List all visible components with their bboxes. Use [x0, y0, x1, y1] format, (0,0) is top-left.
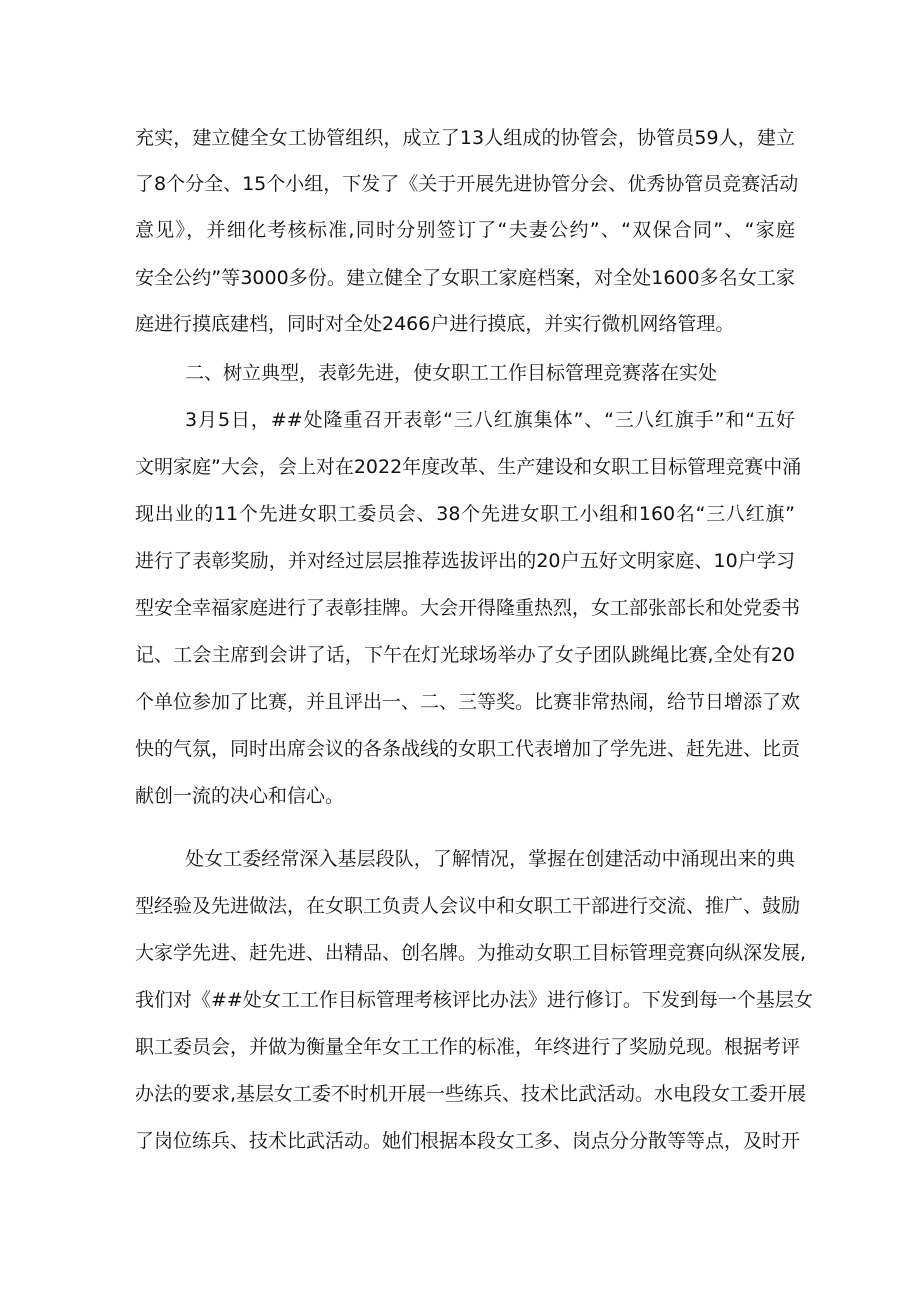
text-line: 安全公约”等3000多份。建立健全了女职工家庭档案，对全处1600多名女工家 — [135, 267, 795, 289]
text-line: 了8个分全、15个小组，下发了《关于开展先进协管分会、优秀协管员竞赛活动 — [135, 173, 799, 195]
text-line: 庭进行摸底建档，同时对全处2466户进行摸底，并实行微机网络管理。 — [135, 313, 735, 335]
section-heading: 二、树立典型，表彰先进，使女职工工作目标管理竞赛落在实处 — [185, 362, 718, 384]
text-line: 意见》，并细化考核标准,同时分别签订了“夫妻公约”、“双保合同”、“家庭 — [135, 219, 795, 241]
text-line: 充实，建立健全女工协管组织，成立了13人组成的协管会，协管员59人，建立 — [135, 127, 795, 149]
text-line: 献创一流的决心和信心。 — [135, 785, 345, 807]
text-line: 文明家庭”大会，会上对在2022年度改革、生产建设和女职工目标管理竞赛中涌 — [135, 456, 802, 478]
text-line: 型经验及先进做法，在女职工负责人会议中和女职工干部进行交流、推广、鼓励 — [135, 895, 801, 917]
text-line: 职工委员会，并做为衡量全年女工工作的标准，年终进行了奖励兑现。根据考评 — [135, 1036, 801, 1058]
text-line: 进行了表彰奖励，并对经过层层推荐选拔评出的20户五好文明家庭、10户学习 — [135, 550, 795, 572]
text-line: 型安全幸福家庭进行了表彰挂牌。大会开得隆重热烈，女工部张部长和处党委书 — [135, 597, 801, 619]
text-line: 3月5日，##处隆重召开表彰“三八红旗集体”、“三八红旗手”和“五好 — [185, 409, 795, 431]
text-line: 处女工委经常深入基层段队，了解情况，掌握在创建活动中涌现出来的典 — [185, 848, 795, 870]
text-line: 记、工会主席到会讲了话，下午在灯光球场举办了女子团队跳绳比赛,全处有20 — [135, 644, 795, 666]
text-line: 我们对《##处女工工作目标管理考核评比办法》进行修订。下发到每一个基层女 — [135, 989, 813, 1011]
text-line: 办法的要求,基层女工委不时机开展一些练兵、技术比武活动。水电段女工委开展 — [135, 1083, 807, 1105]
text-line: 现出业的11个先进女职工委员会、38个先进女职工小组和160名“三八红旗” — [135, 503, 795, 525]
text-line: 个单位参加了比赛，并且评出一、二、三等奖。比赛非常热闹，给节日增添了欢 — [135, 691, 801, 713]
text-line: 大家学先进、赶先进、出精品、创名牌。为推动女职工目标管理竞赛向纵深发展, — [135, 942, 807, 964]
text-line: 快的气氛，同时出席会议的各条战线的女职工代表增加了学先进、赶先进、比贡 — [135, 738, 801, 760]
text-line: 了岗位练兵、技术比武活动。她们根据本段女工多、岗点分分散等等点，及时开 — [135, 1130, 801, 1152]
